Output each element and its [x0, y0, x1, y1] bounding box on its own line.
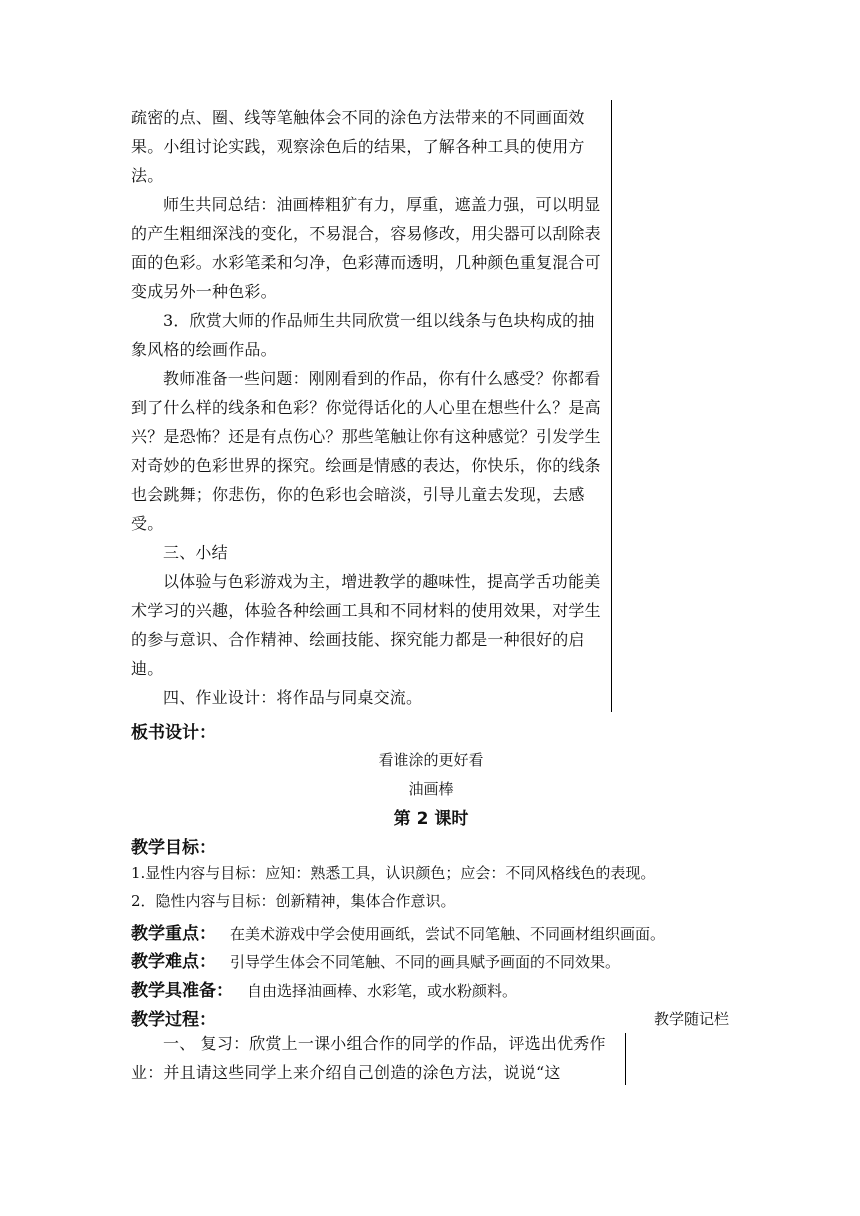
- paragraph: 教师准备一些问题：刚刚看到的作品，你有什么感受？你都看到了什么样的线条和色彩？你觉得话化的人心里在想些什么？是高兴？是恐怖？还是有点伤心？那些笔触让你有这种感觉？引发学生对奇妙的色彩世界的探究。绘画是情感的表达，你快乐，你的线条也会跳舞；你悲伤，你的色彩也会暗淡，引导儿童去发现，去感受。: [131, 369, 601, 533]
- goals-heading: 教学目标：: [131, 838, 216, 858]
- lesson-title: 第 2 课时: [393, 809, 469, 829]
- key-point-text: 在美术游戏中学会使用画纸，尝试不同笔触、不同画材组织画面。: [230, 925, 666, 943]
- notes-column-border-bottom: [625, 1033, 626, 1085]
- board-design-line-1: 看谁涂的更好看: [378, 751, 484, 769]
- notes-column-border-top: [611, 100, 612, 712]
- materials-heading: 教学具准备：: [131, 981, 233, 1001]
- top-text-block: [131, 103, 609, 712]
- notes-column-label: 教学随记栏: [653, 1010, 729, 1028]
- paragraph: 师生共同总结：油画棒粗犷有力，厚重，遮盖力强，可以明显的产生粗细深浅的变化，不易混合，容易修改，用尖器可以刮除表面的色彩。水彩笔柔和匀净，色彩薄而透明，几种颜色重复混合可变成另外一种色彩。: [131, 195, 601, 301]
- key-point-row: [131, 919, 665, 944]
- paragraph: 三、小结: [163, 543, 228, 562]
- process-heading: 教学过程：: [131, 1010, 216, 1030]
- difficulty-heading: 教学难点：: [131, 952, 216, 972]
- paragraph: 四、作业设计：将作品与同桌交流。: [163, 688, 423, 707]
- paragraph: 3．欣赏大师的作品师生共同欣赏一组以线条与色块构成的抽象风格的绘画作品。: [131, 311, 595, 359]
- process-text: 一、 复习：欣赏上一课小组合作的同学的作品，评选出优秀作业：并且请这些同学上来介绍自己创造的涂色方法，说说“这: [131, 1034, 606, 1082]
- board-design-line-2: 油画棒: [408, 780, 454, 798]
- paragraph: 以体验与色彩游戏为主，增进教学的趣味性，提高学舌功能美术学习的兴趣，体验各种绘画工具和不同材料的使用效果，对学生的参与意识、合作精神、绘画技能、探究能力都是一种很好的启迪。: [131, 572, 601, 678]
- difficulty-row: [131, 947, 620, 972]
- key-point-heading: 教学重点：: [131, 924, 216, 944]
- board-design-heading: 板书设计：: [131, 723, 216, 743]
- materials-row: [131, 976, 517, 1001]
- difficulty-text: 引导学生体会不同笔触、不同的画具赋予画面的不同效果。: [230, 953, 621, 971]
- goal-2: 2．隐性内容与目标：创新精神，集体合作意识。: [131, 892, 456, 910]
- materials-text: 自由选择油画棒、水彩笔，或水粉颜料。: [247, 982, 518, 1000]
- paragraph: 疏密的点、圈、线等笔触体会不同的涂色方法带来的不同画面效果。小组讨论实践，观察涂色后的结果，了解各种工具的使用方法。: [131, 108, 585, 185]
- goal-1: 1.显性内容与目标：应知：熟悉工具，认识颜色；应会：不同风格线色的表现。: [131, 864, 656, 882]
